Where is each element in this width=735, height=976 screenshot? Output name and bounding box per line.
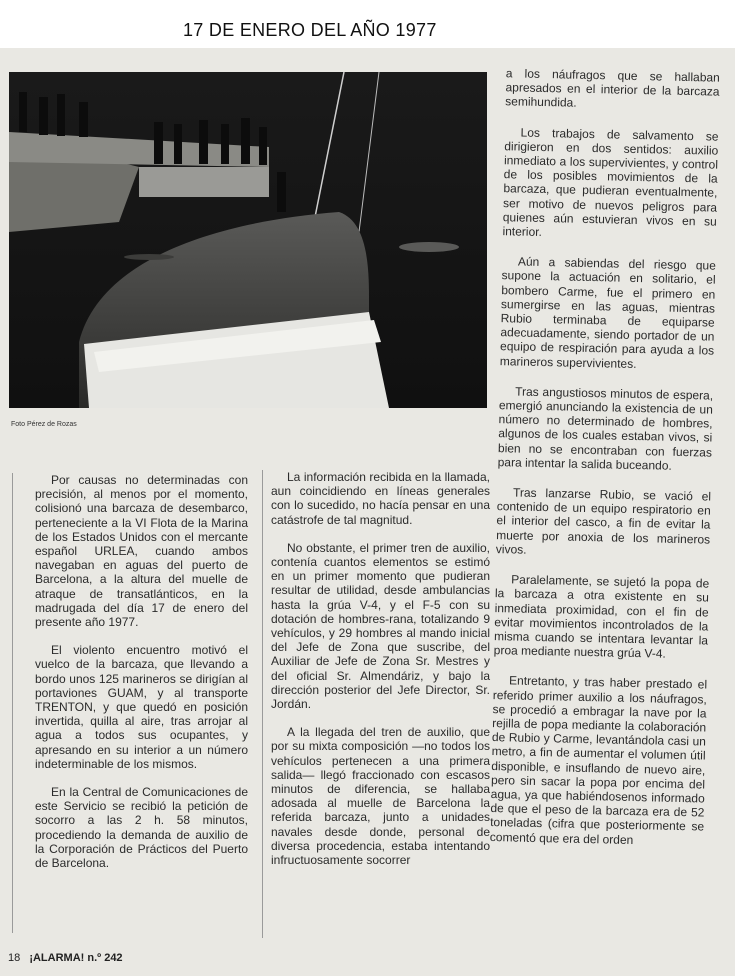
magazine-issue: ¡ALARMA! n.º 242 (29, 952, 123, 964)
article-column-3 (478, 66, 720, 942)
magazine-page (0, 48, 735, 976)
paragraph: Tras angustiosos minutos de espera, emergió anunciando la existencia de un número no determinado de hombres, algunos de los cuales estaban vivos, si bien no se encontraban con fuerzas para intentar la salida buceando. (497, 384, 714, 473)
paragraph: No obstante, el primer tren de auxilio, contenía cuantos elementos se estimó en un primer momento que pudieran resultar de utilidad, desde ambulancias hasta la grúa V-4, y el F-5 con su dotación de hombres-rana, totalizando 9 vehículos, y 29 hombres al mando inicial del Jefe de Zona que suscribe, del Auxiliar de Jefe de Zona Sr. Mestres y del oficial Sr. Almendáriz, y bajo la dirección posterior del Jefe Director, Sr. Jordán. (271, 540, 490, 712)
news-photo (9, 72, 487, 408)
paragraph: El violento encuentro motivó el vuelco de la barcaza, que llevando a bordo unos 125 marineros se dirigían al portaviones GUAM, y al transporte TRENTON, y que quedó en posición invertida, quilla al aire, tras arrojar al agua a todos sus ocupantes, y apresando en su interior a un número indeterminable de los mismos. (35, 643, 248, 771)
paragraph: Paralelamente, se sujetó la popa de la barcaza a otra existente en su inmediata proximidad, con el fin de evitar movimientos incontrolados de la misma cuando se intentara levantar la proa mediante nuestra grúa V-4. (493, 572, 710, 661)
paragraph: Tras lanzarse Rubio, se vació el contenido de un equipo respiratorio en el interior del casco, a fin de evitar la muerte por anoxia de los marineros vivos. (495, 485, 712, 557)
paragraph: La información recibida en la llamada, aun coincidiendo en líneas generales con lo sucedido, no hacía pensar en una catástrofe de tal magnitud. (271, 470, 490, 527)
paragraph: A la llegada del tren de auxilio, que por su mixta composición —no todos los vehículos pertenecen a una primera salida— llegó fraccionado con escasos minutos de diferencia, se hallaba adosada al muelle de Barcelona la referida barcaza, junto a unidades navales desde donde, personal de diversa procedencia, estaba intentando infructuosamente socorrer (271, 725, 490, 868)
capsized-barge-photo (9, 72, 487, 408)
page-title: 17 DE ENERO DEL AÑO 1977 (183, 20, 437, 40)
photo-caption: Foto Pérez de Rozas (11, 421, 77, 428)
article-column-2 (262, 470, 490, 938)
paragraph: a los náufragos que se hallaban apresados en el interior de la barcaza semihundida. (505, 66, 720, 111)
top-header (0, 0, 735, 48)
paragraph: Los trabajos de salvamento se dirigieron en dos sentidos: auxilio inmediato a los supervivientes, y control de los posibles movimientos de la barcaza, que pudieran eventualmente, ser motivo de nuevos peligros para quienes aún estuvieran vivos en su interior. (502, 125, 719, 240)
paragraph: Por causas no determinadas con precisión, al menos por el momento, colisionó una barcaza de desembarco, perteneciente a la VI Flota de la Marina de los Estados Unidos con el mercante español URLEA, cuando ambos navegaban en aguas del puerto de Barcelona, a la altura del muelle de atraque de transatlánticos, en la madrugada del día 17 de enero del presente año 1977. (35, 473, 248, 630)
paragraph: Aún a sabiendas del riesgo que supone la actuación en solitario, el bombero Carme, fue el primero en sumergirse en las aguas, mientras Rubio terminaba de equiparse adecuadamente, siendo portador de un equipo de respiración para ayuda a los marineros supervivientes. (499, 254, 717, 371)
page-number: 18 (8, 952, 21, 964)
paragraph: En la Central de Comunicaciones de este Servicio se recibió la petición de socorro a las 2 h. 58 minutos, procediendo la demanda de auxilio de la Corporación de Prácticos del Puerto de Barcelona. (35, 785, 248, 871)
paragraph: Entretanto, y tras haber prestado el referido primer auxilio a los náufragos, se procedió a embragar la nave por la rejilla de popa mediante la colaboración de Rubio y Carme, levantándola casi un metro, a fin de aumentar el volumen útil disponible, e insuflando de nuevo aire, pero sin sacar la popa por encima del agua, ya que habiéndosenos informado de que el peso de la barcaza era de 52 toneladas (cifra que posteriormente se comentó que era del orden (489, 673, 708, 847)
page-footer (8, 952, 123, 964)
article-column-1 (12, 473, 248, 933)
